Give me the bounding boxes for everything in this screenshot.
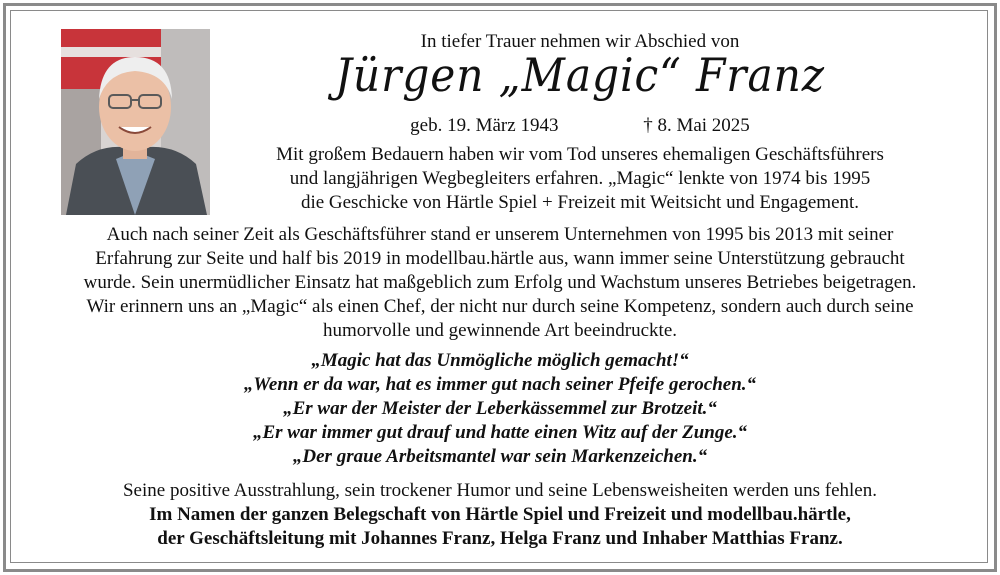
- closing-line: Seine positive Ausstrahlung, sein trockener Humor und seine Lebensweisheiten werden uns fehlen.: [122, 480, 877, 501]
- quote-line: „Der graue Arbeitsmantel war sein Markenzeichen.“: [292, 446, 708, 467]
- paragraph1-line: und langjährigen Wegbegleiters erfahren. „Magic“ lenkte von 1974 bis 1995: [289, 168, 871, 189]
- quote-line: „Er war immer gut drauf und hatte einen Witz auf der Zunge.“: [252, 422, 748, 443]
- life-dates: [230, 115, 930, 137]
- paragraph2-line: Auch nach seiner Zeit als Geschäftsführer stand er unserem Unternehmen von 1995 bis 2013 mit seiner: [106, 224, 894, 245]
- signature-line: der Geschäftsleitung mit Johannes Franz, Helga Franz und Inhaber Matthias Franz.: [157, 528, 843, 549]
- quote-line: „Magic hat das Unmögliche möglich gemacht!“: [311, 350, 689, 371]
- paragraph2-line: humorvolle und gewinnende Art beeindruckte.: [322, 320, 678, 341]
- paragraph1-line: Mit großem Bedauern haben wir vom Tod unseres ehemaligen Geschäftsführers: [276, 144, 884, 165]
- portrait-photo: [61, 29, 210, 215]
- death-date: † 8. Mai 2025: [643, 115, 750, 136]
- paragraph1-line: die Geschicke von Härtle Spiel + Freizeit mit Weitsicht und Engagement.: [300, 192, 860, 213]
- deceased-name: Jürgen „Magic“ Franz: [335, 48, 825, 102]
- intro-line: In tiefer Trauer nehmen wir Abschied von: [420, 31, 740, 52]
- quote-line: „Wenn er da war, hat es immer gut nach seiner Pfeife gerochen.“: [243, 374, 757, 395]
- birth-date: geb. 19. März 1943: [410, 115, 559, 136]
- paragraph2-line: Wir erinnern uns an „Magic“ als einen Chef, der nicht nur durch seine Kompetenz, sondern auch durch seine: [86, 296, 914, 317]
- paragraph2-line: Erfahrung zur Seite und half bis 2019 in modellbau.härtle aus, wann immer seine Unterstützung gebraucht: [95, 248, 905, 269]
- quote-line: „Er war der Meister der Leberkässemmel zur Brotzeit.“: [283, 398, 717, 419]
- signature-line: Im Namen der ganzen Belegschaft von Härtle Spiel und Freizeit und modellbau.härtle,: [149, 504, 851, 525]
- paragraph2-line: wurde. Sein unermüdlicher Einsatz hat maßgeblich zum Erfolg und Wachstum unseres Betriebes beigetragen.: [83, 272, 917, 293]
